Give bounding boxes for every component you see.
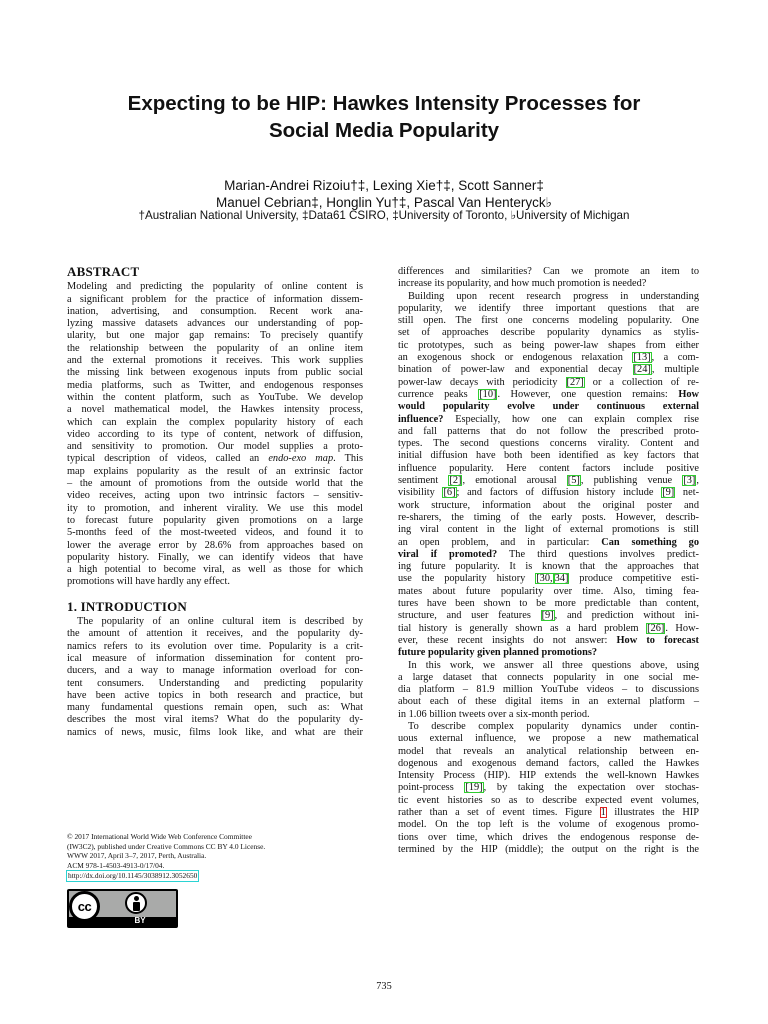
body-line: model. On the top left is the volume of exogenous promo-	[398, 819, 699, 831]
citation-link[interactable]: 34]	[554, 573, 569, 585]
body-text: bination of power-law and exponential decay	[398, 364, 633, 376]
cc-by-license-icon[interactable]	[67, 889, 178, 928]
citation-link[interactable]: [9]	[541, 610, 554, 622]
body-line: model that reveals an analytical relationship between en-	[398, 745, 699, 757]
body-line: initial diffusion have both been identified as key factors that	[398, 450, 699, 462]
intro-line: many fundamental questions remain open, such as: What	[67, 702, 363, 714]
body-line: To describe complex popularity dynamics under contin-	[408, 720, 699, 732]
page-number: 735	[376, 981, 392, 992]
body-line: dogenous and exogenous demand factors, called the Hawkes	[398, 757, 699, 769]
abstract-line: a significant problem for the practice of information dissem-	[67, 293, 363, 305]
intro-line: describes the most viral items? What do the popularity dy-	[67, 714, 363, 726]
abstract-line: Modeling and predicting the popularity of online content is	[67, 281, 363, 293]
abstract-line	[67, 453, 363, 465]
abstract-line: ination, advertising, and consumption. Recent work ana-	[67, 305, 363, 317]
body-text: , a com-	[651, 352, 699, 364]
body-line	[398, 401, 699, 413]
body-text: . However, one question remains:	[497, 388, 679, 400]
abstract-line: popularity history. Finally, we can identify videos that have	[67, 551, 363, 563]
abstract-line: a high potential to become viral, as well as those for which	[67, 564, 363, 576]
left-column	[67, 266, 363, 739]
body-text: an open problem, and in particular:	[398, 536, 602, 548]
license-line: (IW3C2), published under Creative Commons CC BY 4.0 License.	[67, 841, 266, 851]
abstract-line: and the external promotions it receives. This work supplies	[67, 355, 363, 367]
body-line: about each of these digital items in an external platform –	[398, 696, 699, 708]
license-line: ACM 978-1-4503-4913-0/17/04.	[67, 860, 165, 870]
abstract-line: video receives, acting upon two intrinsic factors – sensitiv-	[67, 490, 363, 502]
body-line: tures have been shown to be more predictable than content,	[398, 598, 699, 610]
abstract-line: the relationship between the popularity of an online item	[67, 342, 363, 354]
body-text: ,	[696, 475, 699, 487]
abstract-line: lower the average error by 28.6% from approaches based on	[67, 539, 363, 551]
abstract-line: which can explain the complex popularity history of each	[67, 416, 363, 428]
body-line: popularity, we identify three important questions that are	[398, 302, 699, 314]
attribution-person-icon	[125, 892, 147, 914]
body-line: a large dataset that connects popularity in one social me-	[398, 671, 699, 683]
body-line	[398, 389, 699, 401]
question-text: How to forecast	[616, 634, 699, 646]
body-text: an exogenous shock or endogenous relaxation	[398, 352, 633, 364]
intro-line: ducers, and a way to manage information overload for con-	[67, 665, 363, 677]
person-body	[133, 902, 140, 911]
body-line: dia platform – 81.9 million YouTube videos – to discussions	[398, 684, 699, 696]
intro-line: ical measure of information dissemination for content pro-	[67, 652, 363, 664]
body-line: in 1.06 billion tweets over a six-month period.	[398, 708, 590, 720]
intro-line: namics refers to its evolution over time. Popularity is a crit-	[67, 640, 363, 652]
body-line: Intensity Process (HIP). HIP extends the well-known Hawkes	[398, 770, 699, 782]
abstract-line: a novel mathematical model, the Hawkes intensity process,	[67, 404, 363, 416]
body-line: influence popularity. Here content factors include positive	[398, 462, 699, 474]
body-text: net-	[675, 487, 700, 499]
body-text: ever, these recent insights do not answer:	[398, 634, 617, 646]
paper-title	[0, 90, 768, 144]
body-text: sentiment	[398, 475, 449, 487]
body-line: differences and similarities? Can we promote an item to	[398, 266, 699, 277]
affiliations: †Australian National University, ‡Data61 CSIRO, ‡University of Toronto, ♭University of Michigan	[138, 209, 630, 222]
citation-link[interactable]: [9]	[662, 487, 675, 499]
authors-line-1: Marian-Andrei Rizoiu†‡, Lexing Xie†‡, Scott Sanner‡	[224, 178, 544, 193]
body-line	[398, 352, 699, 364]
citation-link[interactable]: [19]	[465, 782, 483, 794]
abstract-text: typical description of videos, called an	[67, 453, 269, 465]
body-text: , and prediction without ini-	[554, 610, 699, 622]
abstract-heading: ABSTRACT	[67, 264, 140, 279]
citation-link[interactable]: [10]	[479, 388, 497, 400]
by-label: BY	[134, 916, 146, 925]
body-line	[398, 377, 699, 389]
body-line	[398, 807, 699, 819]
question-text: future popularity given planned promotions?	[398, 647, 598, 659]
body-text: or a collection of re-	[584, 376, 699, 388]
body-text: , publishing venue	[580, 475, 683, 487]
body-line: ing future popularity. It is known that the approaches that	[398, 561, 699, 573]
body-text: ; and factors of diffusion history include	[456, 487, 662, 499]
right-column	[398, 266, 699, 856]
abstract-line: the missing link between exogenous inputs from public social	[67, 367, 363, 379]
question-text: influence?	[398, 413, 444, 425]
body-line	[398, 487, 699, 499]
citation-link[interactable]: [30,	[536, 573, 553, 585]
citation-link[interactable]: [6]	[443, 487, 456, 499]
endo-exo-map-term: endo-exo map	[268, 453, 334, 465]
body-text: . How-	[665, 622, 699, 634]
body-line: In this work, we answer all three questions above, using	[408, 659, 699, 671]
body-line	[398, 549, 699, 561]
body-line: ing viral content in the light of external promotions is still	[398, 524, 699, 536]
license-line: © 2017 International World Wide Web Conference Committee	[67, 832, 252, 841]
person-head	[134, 896, 139, 901]
abstract-line: promotions will have hardly any effect.	[67, 576, 230, 588]
authors-line-2: Manuel Cebrian‡, Honglin Yu†‡, Pascal Van Henteryck♭	[215, 195, 553, 210]
abstract-line: video according to its type of content, network of diffusion,	[67, 428, 363, 440]
body-text: use the popularity history	[398, 573, 536, 585]
body-line: and fall patterns that do not follow the prescribed proto-	[398, 425, 699, 437]
body-line: uous external influence, we propose a new mathematical	[398, 733, 699, 745]
abstract-line: to forecast future popularity given promotions on a large	[67, 514, 363, 526]
question-text: How	[678, 388, 700, 400]
intro-line: have been active topics in both research and practice, but	[67, 689, 363, 701]
body-line	[398, 364, 699, 376]
intro-line: tent consumers. Understanding and predicting popularity	[67, 677, 363, 689]
body-line: types. The second questions concerns virality. Content and	[398, 438, 699, 450]
citation-link[interactable]: [5]	[567, 475, 580, 487]
doi-link[interactable]: http://dx.doi.org/10.1145/3038912.3052650	[68, 871, 198, 880]
body-text: , by taking the expectation over stochas-	[483, 782, 699, 794]
question-text: Can something go	[601, 536, 699, 548]
body-line	[398, 623, 699, 635]
body-text: , multiple	[651, 364, 699, 376]
body-line: termined by the HIP (middle); the output on the right is the	[398, 843, 699, 855]
figure-link[interactable]: 1	[600, 807, 606, 819]
body-line: increase its popularity, and how much promotion is needed?	[398, 278, 647, 290]
citation-link[interactable]: [27]	[566, 376, 584, 388]
intro-line: namics of news, music, films look like, and what are their	[67, 726, 363, 738]
citation-link[interactable]: [24]	[633, 364, 651, 376]
body-text: structure, and user features	[398, 610, 541, 622]
body-text: The third questions involves predict-	[497, 548, 700, 560]
body-line: tions over time, which drives the endogenous response de-	[398, 831, 699, 843]
question-text: would popularity evolve under continuous external	[398, 401, 699, 413]
abstract-line: – the amount of promotions from the outside world that the	[67, 478, 363, 490]
citation-link[interactable]: [2]	[449, 475, 462, 487]
body-line: Building upon recent research progress in understanding	[408, 290, 699, 302]
abstract-text: . This	[333, 453, 364, 465]
body-text: Especially, how one can explain complex rise	[443, 413, 699, 425]
abstract-line: map explains popularity as the result of an extrinsic factor	[67, 465, 363, 477]
abstract-line: lyzing massive datasets advances our understanding of pop-	[67, 318, 363, 330]
body-text: currence peaks	[398, 388, 479, 400]
abstract-line: 5-months feed of the most-tweeted videos, and found it to	[67, 527, 363, 539]
intro-line: the amount of attention it receives, and the popularity dy-	[67, 628, 363, 640]
body-line: tic prototypes, such as being power-law shapes from either	[398, 339, 699, 351]
introduction-body	[67, 616, 363, 739]
body-line	[398, 647, 699, 659]
body-line: work structure, information about the original poster and	[398, 499, 699, 511]
body-line: tic event histories so as to describe expected event volumes,	[398, 794, 699, 806]
author-list	[0, 177, 768, 211]
body-line	[398, 414, 699, 426]
citation-link[interactable]: [3]	[683, 475, 696, 487]
citation-link[interactable]: [26]	[647, 622, 665, 634]
abstract-line: within the content platform, such as YouTube. We develop	[67, 391, 363, 403]
body-line: re-sharers, the timing of the early posts. However, describ-	[398, 511, 699, 523]
body-text: visibility	[398, 487, 443, 499]
question-text: viral if promoted?	[398, 548, 498, 560]
creative-commons-icon: cc	[69, 891, 100, 922]
title-line-2: Social Media Popularity	[268, 119, 500, 142]
copyright-notice	[67, 832, 367, 881]
body-line	[398, 537, 699, 549]
body-text: point-process	[398, 782, 465, 794]
abstract-body	[67, 281, 363, 588]
body-line: still open. The first one concerns modeling popularity. One	[398, 315, 699, 327]
body-text: illustrates the HIP	[606, 807, 699, 819]
body-line: set of approaches describe popularity dynamics as stylis-	[398, 327, 699, 339]
body-text: , emotional arousal	[462, 475, 567, 487]
abstract-line: ity to promotion, and inherent virality. We use this model	[67, 502, 363, 514]
body-text: rather than a set of event times. Figure	[398, 807, 600, 819]
intro-line: The popularity of an online cultural item is described by	[77, 616, 363, 628]
body-line	[398, 635, 699, 647]
body-line	[398, 782, 699, 794]
abstract-line: and sensitivity to promotion. Our model supplies a proto-	[67, 441, 363, 453]
body-line	[398, 610, 699, 622]
body-text: produce competitive esti-	[569, 573, 699, 585]
citation-link[interactable]: [13]	[633, 352, 651, 364]
body-line	[398, 475, 699, 487]
body-line	[398, 573, 699, 585]
abstract-line: media platforms, such as Twitter, and endogenous responses	[67, 379, 363, 391]
body-text: power-law decays with periodicity	[398, 376, 566, 388]
body-line: mates about future popularity over time. Also, timing fea-	[398, 585, 699, 597]
abstract-line: ularity, but one major gap remains: To precisely quantify	[67, 330, 363, 342]
body-text: tial history is generally shown as a hard problem	[398, 622, 647, 634]
introduction-heading: 1. INTRODUCTION	[67, 598, 188, 614]
license-line: WWW 2017, April 3–7, 2017, Perth, Australia.	[67, 851, 207, 860]
title-line-1: Expecting to be HIP: Hawkes Intensity Processes for	[127, 92, 641, 115]
